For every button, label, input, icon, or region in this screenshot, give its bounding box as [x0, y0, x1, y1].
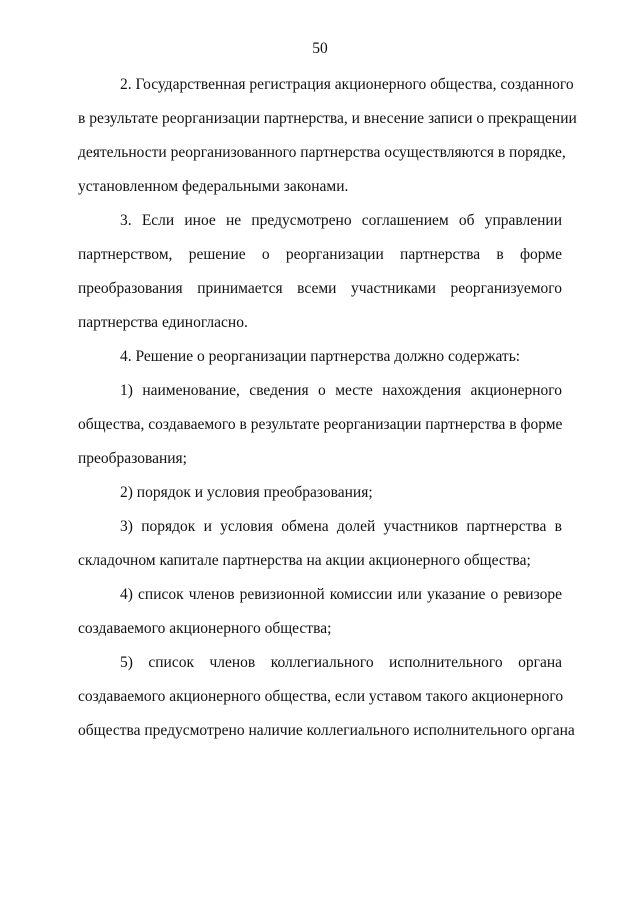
- paragraph-state-registration: [78, 68, 577, 204]
- text-line: 5) список членов коллегиального исполнительного органа: [120, 654, 562, 671]
- text-line: партнерства единогласно.: [78, 314, 248, 331]
- text-line: 2) порядок и условия преобразования;: [120, 484, 373, 501]
- list-item-5-executive-body: [78, 646, 575, 748]
- text-line: 3. Если иное не предусмотрено соглашением об управлении: [120, 212, 562, 229]
- list-item-3-exchange: [78, 510, 562, 578]
- text-line: преобразования принимается всеми участниками реорганизуемого: [78, 280, 562, 297]
- text-line: в результате реорганизации партнерства, и внесение записи о прекращении: [78, 110, 577, 127]
- text-line: партнерством, решение о реорганизации партнерства в форме: [78, 246, 562, 263]
- text-line: 2. Государственная регистрация акционерного общества, созданного: [120, 76, 574, 93]
- paragraph-decision-contents: [78, 340, 562, 374]
- text-line: создаваемого акционерного общества, если уставом такого акционерного: [78, 688, 564, 705]
- paragraph-unanimous-decision: [78, 204, 562, 340]
- text-line: 4) список членов ревизионной комиссии или указание о ревизоре: [120, 586, 562, 603]
- text-line: 4. Решение о реорганизации партнерства должно содержать:: [120, 348, 521, 365]
- text-line: установленном федеральными законами.: [78, 178, 349, 195]
- text-line: складочном капитале партнерства на акции акционерного общества;: [78, 552, 531, 569]
- text-line: деятельности реорганизованного партнерства осуществляются в порядке,: [78, 144, 566, 161]
- text-line: общества предусмотрено наличие коллегиального исполнительного органа: [78, 722, 575, 739]
- page-number: 50: [312, 40, 328, 57]
- list-item-2-procedure: [78, 476, 562, 510]
- text-line: 3) порядок и условия обмена долей участников партнерства в: [120, 518, 562, 535]
- text-line: общества, создаваемого в результате реорганизации партнерства в форме: [78, 416, 563, 433]
- document-body: [78, 68, 577, 748]
- text-line: преобразования;: [78, 450, 187, 467]
- text-line: 1) наименование, сведения о месте нахождения акционерного: [120, 382, 562, 399]
- text-line: создаваемого акционерного общества;: [78, 620, 332, 637]
- list-item-1-name: [78, 374, 562, 476]
- list-item-4-audit-commission: [78, 578, 562, 646]
